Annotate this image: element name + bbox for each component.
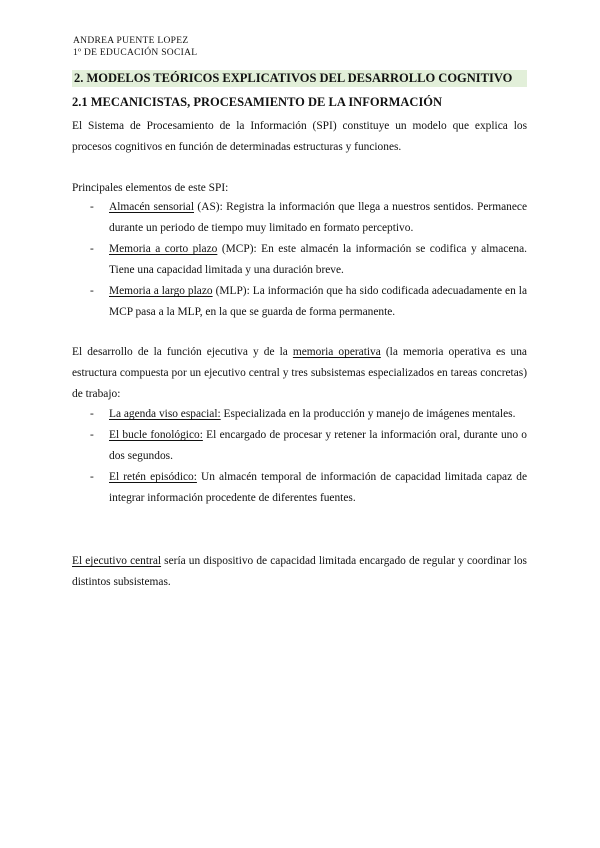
term: La agenda viso espacial:	[109, 408, 221, 420]
subsection-title: 2.1 MECANICISTAS, PROCESAMIENTO DE LA INFORMACIÓN	[72, 95, 443, 109]
bullet-dash: -	[90, 243, 94, 255]
elements-heading: Principales elementos de este SPI:	[72, 182, 229, 194]
bullet-dash: -	[90, 201, 94, 213]
definition: Un almacén temporal de información de capacidad limitada capaz de integrar información procedente de diferentes fuentes.	[109, 471, 527, 504]
term: El bucle fonológico:	[109, 429, 203, 441]
executive-paragraph	[72, 342, 527, 405]
list-item	[72, 404, 527, 425]
term: memoria operativa	[292, 346, 381, 358]
term: Almacén sensorial	[109, 201, 195, 213]
definition: El encargado de procesar y retener la información oral, durante uno o dos segundos.	[109, 429, 528, 462]
spi-elements-list	[72, 197, 527, 323]
intro-paragraph: El Sistema de Procesamiento de la Información (SPI) constituye un modelo que explica los procesos cognitivos en función de determinadas estructuras y funciones.	[72, 120, 527, 153]
author-name: ANDREA PUENTE LOPEZ	[73, 36, 189, 46]
term: El ejecutivo central	[72, 555, 162, 567]
term: Memoria a largo plazo	[109, 285, 213, 297]
paragraph-text: El desarrollo de la función ejecutiva y de la	[72, 346, 293, 358]
closing-paragraph	[72, 551, 527, 593]
term: Memoria a corto plazo	[109, 243, 218, 255]
definition: (MCP): En este almacén la información se codifica y almacena. Tiene una capacidad limitada y una duración breve.	[109, 243, 527, 276]
definition: Especializada en la producción y manejo de imágenes mentales.	[220, 408, 516, 420]
subsystems-list	[72, 404, 527, 509]
course-label: 1º DE EDUCACIÓN SOCIAL	[73, 48, 198, 58]
list-item	[72, 239, 527, 281]
bullet-dash: -	[90, 471, 94, 483]
list-item	[72, 467, 527, 509]
paragraph-text: (la memoria operativa es una estructura compuesta por un ejecutivo central y tres subsistemas especializados en tareas concretas) de trabajo:	[72, 346, 527, 400]
list-item	[72, 281, 527, 323]
list-item	[72, 197, 527, 239]
document-header	[73, 35, 197, 59]
section-title: 2. MODELOS TEÓRICOS EXPLICATIVOS DEL DESARROLLO COGNITIVO	[72, 70, 527, 87]
definition: (MLP): La información que ha sido codificada adecuadamente en la MCP pasa a la MLP, en la que se guarda de forma permanente.	[109, 285, 527, 318]
bullet-dash: -	[90, 285, 94, 297]
term: El retén episódico:	[109, 471, 197, 483]
definition: (AS): Registra la información que llega a nuestros sentidos. Permanece durante un periodo de tiempo muy limitado en formato perceptivo.	[109, 201, 527, 234]
paragraph-text: sería un dispositivo de capacidad limitada encargado de regular y coordinar los distintos subsistemas.	[72, 555, 527, 588]
list-item	[72, 425, 527, 467]
bullet-dash: -	[90, 408, 94, 420]
bullet-dash: -	[90, 429, 94, 441]
